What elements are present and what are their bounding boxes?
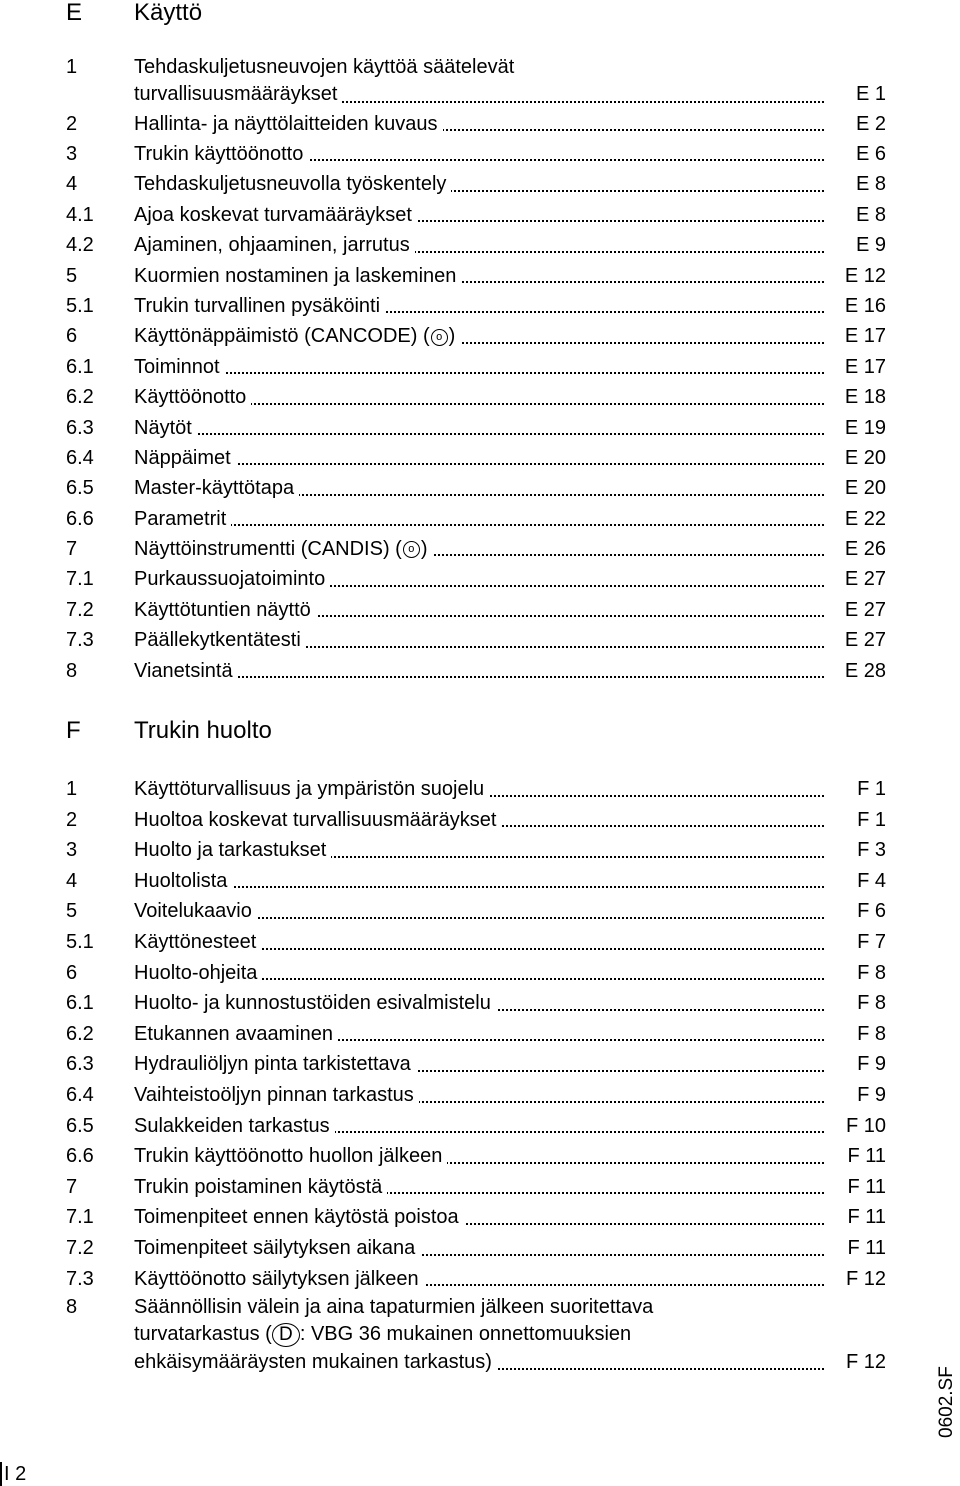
entry-title: Ajoa koskevat turvamääräykset [134,204,417,226]
entry-title: Vianetsintä [134,660,238,682]
toc-entry[interactable] [66,230,886,260]
entry-title: Käyttötuntien näyttö [134,599,316,621]
entry-title-suffix: ) [448,325,456,348]
entry-page: E 1 [852,81,886,108]
entry-number: 7.1 [66,568,94,591]
entry-page: E 22 [841,504,886,534]
entry-number: 7.2 [66,1236,94,1259]
toc-entry[interactable] [66,805,886,836]
entry-title: Trukin käyttöönotto [134,143,308,165]
circled-o-icon: o [403,541,420,558]
entry-title: Huolto-ohjeita [134,962,262,984]
dot-leader [134,524,824,526]
entry-number: 4 [66,869,78,892]
entry-title: Huolto ja tarkastukset [134,839,331,861]
entry-number: 8 [66,659,78,682]
entry-title: Näytöt [134,417,197,439]
entry-page: F 11 [843,1233,886,1264]
entry-number: 6.3 [66,416,94,439]
entry-title: Hydrauliöljyn pinta tarkistettava [134,1053,416,1075]
entry-page: E 12 [841,261,886,291]
entry-title: Käyttöönotto säilytyksen jälkeen [134,1268,424,1290]
entry-page: E 20 [841,443,886,473]
entry-number: 4 [66,173,78,196]
entry-page: F 8 [853,988,886,1019]
section-header-f [66,716,886,746]
entry-page: F 4 [853,866,886,897]
entry-number: 1 [66,778,78,800]
entry-title: Käyttöturvallisuus ja ympäristön suojelu [134,778,489,800]
entry-number: 1 [66,56,78,78]
toc-entry[interactable] [66,1233,886,1264]
entry-title-text: Näyttöinstrumentti (CANDIS) ( [134,538,402,561]
entry-page: E 6 [852,139,886,169]
entry-page: F 9 [853,1049,886,1080]
entry-number: 6.1 [66,992,94,1015]
toc-entry[interactable] [66,109,886,139]
circled-d-icon: D [272,1323,300,1347]
entry-title [134,325,460,347]
section-title: Käyttö [134,0,203,26]
toc-entry[interactable] [66,291,886,321]
toc-entry[interactable] [66,534,886,564]
entry-title-text: Käyttönäppäimistö (CANCODE) ( [134,325,430,348]
entry-title: Voitelukaavio [134,900,257,922]
entry-title-line [134,1321,886,1348]
entry-title-line: Tehdaskuljetusneuvojen käyttöä säätelevät [134,56,515,78]
entry-title: Käyttönesteet [134,931,261,953]
toc-entry[interactable] [66,54,886,109]
entry-number: 7.3 [66,629,94,652]
entry-title: Tehdaskuljetusneuvolla työskentely [134,173,451,195]
entry-page: E 19 [841,413,886,443]
dot-leader [134,372,824,374]
toc-entry[interactable] [66,382,886,412]
dot-leader [134,463,824,465]
entry-title: Etukannen avaaminen [134,1023,338,1045]
entry-number: 7 [66,1175,78,1198]
entry-title: Huoltolista [134,870,232,892]
entry-title: Trukin poistaminen käytöstä [134,1176,387,1198]
entry-page: E 27 [841,595,886,625]
entry-page: E 16 [841,291,886,321]
section-letter: F [66,717,81,744]
entry-number: 6.6 [66,1145,94,1168]
toc-entry[interactable] [66,443,886,473]
toc-entry[interactable] [66,1172,886,1203]
entry-number: 3 [66,839,78,862]
section-letter: E [66,0,83,26]
entry-number: 8 [66,1296,78,1319]
toc-entry[interactable] [66,1294,886,1376]
entry-number: 5 [66,900,78,923]
entry-page: F 11 [843,1202,886,1233]
entry-number: 2 [66,808,78,831]
entry-title-suffix: ) [420,538,428,561]
entry-title: ehkäisymääräysten mukainen tarkastus) [134,1351,497,1373]
toc-entry[interactable] [66,261,886,291]
toc-entry[interactable] [66,896,886,927]
entry-page: F 10 [842,1111,886,1142]
entry-number: 6 [66,325,78,348]
entry-page: E 2 [852,109,886,139]
toc-entry[interactable] [66,139,886,169]
entry-page: E 27 [841,625,886,655]
entry-title: Käyttöönotto [134,386,251,408]
entry-page: F 12 [842,1349,886,1376]
page-number: I 2 [0,1462,26,1486]
entry-page: E 17 [841,321,886,351]
entry-number: 6.5 [66,1114,94,1137]
entry-number: 6.3 [66,1053,94,1076]
entry-page: E 27 [841,564,886,594]
entry-page: E 8 [852,200,886,230]
entry-page: F 1 [853,805,886,836]
entry-number: 6 [66,961,78,984]
toc-entry[interactable] [66,504,886,534]
entry-page: F 7 [853,927,886,958]
entry-page: E 8 [852,169,886,199]
entry-page: F 11 [843,1172,886,1203]
toc-entry[interactable] [66,1264,886,1295]
dot-leader [134,886,824,888]
entry-number: 3 [66,142,78,165]
entry-number: 4.2 [66,234,94,257]
entry-number: 6.4 [66,1083,94,1106]
entry-page: F 8 [853,1019,886,1050]
toc-entry[interactable] [66,866,886,897]
entry-title: turvallisuusmääräykset [134,83,342,105]
entry-title: Master-käyttötapa [134,477,299,499]
entry-title: Hallinta- ja näyttölaitteiden kuvaus [134,113,443,135]
toc-list-e [66,54,886,686]
toc-entry[interactable] [66,200,886,230]
toc-list-f [66,774,886,1376]
entry-title: Toiminnot [134,356,225,378]
toc-entry[interactable] [66,564,886,594]
entry-page: F 12 [842,1264,886,1295]
toc-entry[interactable] [66,835,886,866]
entry-title: Toimenpiteet ennen käytöstä poistoa [134,1206,464,1228]
entry-number: 6.2 [66,1022,94,1045]
entry-page: E 17 [841,352,886,382]
toc-entry[interactable] [66,413,886,443]
entry-page: F 9 [853,1080,886,1111]
toc-entry[interactable] [66,774,886,805]
toc-entry[interactable] [66,473,886,503]
toc-entry[interactable] [66,958,886,989]
entry-title: Kuormien nostaminen ja laskeminen [134,265,461,287]
entry-title: Trukin turvallinen pysäköinti [134,295,385,317]
entry-number: 6.1 [66,355,94,378]
entry-page: E 20 [841,473,886,503]
entry-number: 7 [66,538,78,561]
entry-page: E 9 [852,230,886,260]
entry-title: Parametrit [134,508,231,530]
entry-number: 6.2 [66,386,94,409]
entry-title-text: turvatarkastus ( [134,1323,272,1346]
toc-entry[interactable] [66,625,886,655]
entry-page: F 8 [853,958,886,989]
document-code: 0602.SF [936,1366,957,1438]
entry-title: Huoltoa koskevat turvallisuusmääräykset [134,809,501,831]
section-title: Trukin huolto [134,717,272,744]
entry-number: 7.2 [66,598,94,621]
entry-title: Trukin käyttöönotto huollon jälkeen [134,1145,447,1167]
entry-title: Huolto- ja kunnostustöiden esivalmistelu [134,992,496,1014]
toc-entry[interactable] [66,927,886,958]
toc-entry[interactable] [66,1049,886,1080]
entry-title: Toimenpiteet säilytyksen aikana [134,1237,420,1259]
entry-title [134,538,433,560]
entry-page: F 1 [853,774,886,805]
entry-number: 6.5 [66,477,94,500]
entry-title: Purkaussuojatoiminto [134,568,330,590]
entry-number: 6.6 [66,507,94,530]
toc-entry[interactable] [66,1111,886,1142]
toc-entry[interactable] [66,321,886,351]
section-header-e [66,0,886,28]
toc-entry[interactable] [66,1080,886,1111]
entry-title: Sulakkeiden tarkastus [134,1115,335,1137]
entry-number: 2 [66,112,78,135]
entry-number: 6.4 [66,446,94,469]
entry-page: F 11 [843,1141,886,1172]
entry-number: 5.1 [66,930,94,953]
toc-entry[interactable] [66,988,886,1019]
dot-leader [134,433,824,435]
entry-title: Vaihteistoöljyn pinnan tarkastus [134,1084,419,1106]
entry-title: Näppäimet [134,447,236,469]
entry-number: 7.3 [66,1267,94,1290]
entry-title-line: Säännöllisin välein ja aina tapaturmien jälkeen suoritettava [134,1296,654,1319]
circled-o-icon: o [431,329,448,346]
entry-page: F 3 [853,835,886,866]
entry-page: E 28 [841,656,886,686]
entry-page: F 6 [853,896,886,927]
toc-entry[interactable] [66,656,886,686]
entry-title: Päällekytkentätesti [134,629,306,651]
entry-number: 5.1 [66,294,94,317]
toc-entry[interactable] [66,1202,886,1233]
entry-number: 5 [66,264,78,287]
toc-entry[interactable] [66,1019,886,1050]
toc-entry[interactable] [66,352,886,382]
toc-entry[interactable] [66,1141,886,1172]
entry-page: E 18 [841,382,886,412]
toc-entry[interactable] [66,169,886,199]
entry-number: 4.1 [66,203,94,226]
toc-entry[interactable] [66,595,886,625]
entry-title: Ajaminen, ohjaaminen, jarrutus [134,234,415,256]
entry-page: E 26 [841,534,886,564]
entry-number: 7.1 [66,1206,94,1229]
entry-title-text: : VBG 36 mukainen onnettomuuksien [299,1323,632,1346]
